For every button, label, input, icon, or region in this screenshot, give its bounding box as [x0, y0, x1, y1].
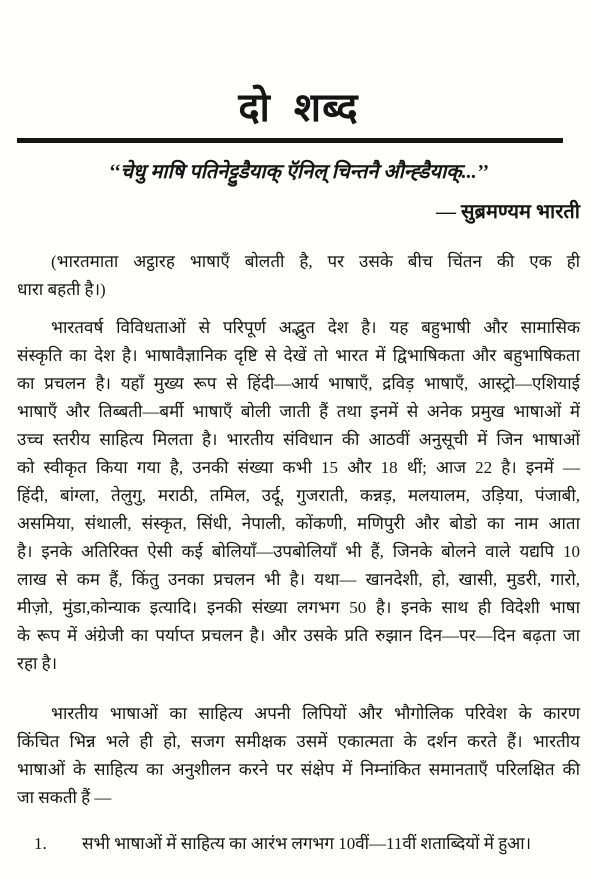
body-line: असमिया, संथाली, संस्कृत, सिंधी, नेपाली, कोंकणी, मणिपुरी और बोडो का नाम आता	[17, 514, 580, 533]
list-item-number: 1.	[34, 834, 47, 853]
body-line: भाषाएँ और तिब्बती—बर्मी भाषाएँ बोली जाती हैं तथा इनमें से अनेक प्रमुख भाषाओं में	[17, 402, 580, 421]
body-line: भारतवर्ष विविधताओं से परिपूर्ण अद्भुत देश है। यह बहुभाषी और सामासिक	[51, 318, 580, 337]
gloss-paragraph	[17, 248, 580, 304]
body-line: लाख से कम हैं, किंतु उनका प्रचलन भी है। यथा— खानदेशी, हो, खासी, मुडरी, गारो,	[17, 570, 580, 589]
epigraph-attribution: — सुब्रमण्यम भारती	[436, 201, 580, 223]
body-paragraph-2	[17, 700, 580, 812]
body-line: संस्कृति का देश है। भाषावैज्ञानिक दृष्टि से देखें तो भारत में द्विभाषिकता और बहुभाषिकता	[17, 346, 580, 365]
body-line: किंचित भिन्न भले ही हो, सजग समीक्षक उसमें एकात्मता के दर्शन करते हैं। भारतीय	[17, 732, 580, 751]
body-paragraph-1	[17, 314, 580, 678]
epigraph-quote: ‘‘चेधु माषि पतिनेट्टुडैयाक् ऍनिल् चिन्तनै औन्ह्डैयाक्...’’	[108, 161, 489, 183]
body-line: के रूप में अंग्रेजी का पर्याप्त प्रचलन है। और उसके प्रति रुझान दिन—पर—दिन बढ़ता जा	[17, 626, 580, 645]
gloss-line: (भारतमाता अट्ठारह भाषाएँ बोलती है, पर उसके बीच चिंतन की एक ही	[51, 252, 580, 271]
page-title: दो शब्द	[238, 85, 359, 130]
body-line: भाषाओं के साहित्य का अनुशीलन करने पर संक्षेप में निम्नांकित समानताएँ परिलक्षित की	[17, 760, 580, 779]
body-line: को स्वीकृत किया गया है, उनकी संख्या कभी 15 और 18 थीं; आज 22 है। इनमें —	[17, 458, 580, 477]
body-line: है। इनके अतिरिक्त ऐसी कई बोलियाँ—उपबोलियाँ भी हैं, जिनके बोलने वाले यद्यपि 10	[17, 542, 580, 561]
body-line: मीज़ो, मुंडा,कोन्याक इत्यादि। इनकी संख्या लगभग 50 है। इनके साथ ही विदेशी भाषा	[17, 598, 580, 617]
gloss-line: धारा बहती है।)	[17, 280, 106, 299]
body-line: जा सकती हैं —	[17, 788, 112, 807]
body-line: रहा है।	[17, 654, 58, 673]
body-line: का प्रचलन है। यहाँ मुख्य रूप से हिंदी—आर्य भाषाएँ, द्रविड़ भाषाएँ, आस्ट्रो—एशियाई	[17, 374, 580, 393]
body-line: भारतीय भाषाओं का साहित्य अपनी लिपियों और भौगोलिक परिवेश के कारण	[51, 704, 580, 723]
list-item-text: सभी भाषाओं में साहित्य का आरंभ लगभग 10वीं—11वीं शताब्दियों में हुआ।	[82, 834, 532, 853]
list-item-1	[17, 830, 580, 858]
title-rule	[17, 138, 563, 143]
body-line: हिंदी, बांग्ला, तेलुगु, मराठी, तमिल, उर्दू, गुजराती, कन्नड़, मलयालम, उड़िया, पंजाबी,	[17, 486, 580, 505]
body-line: उच्च स्तरीय साहित्य मिलता है। भारतीय संविधान की आठवीं अनुसूची में जिन भाषाओं	[17, 430, 580, 449]
